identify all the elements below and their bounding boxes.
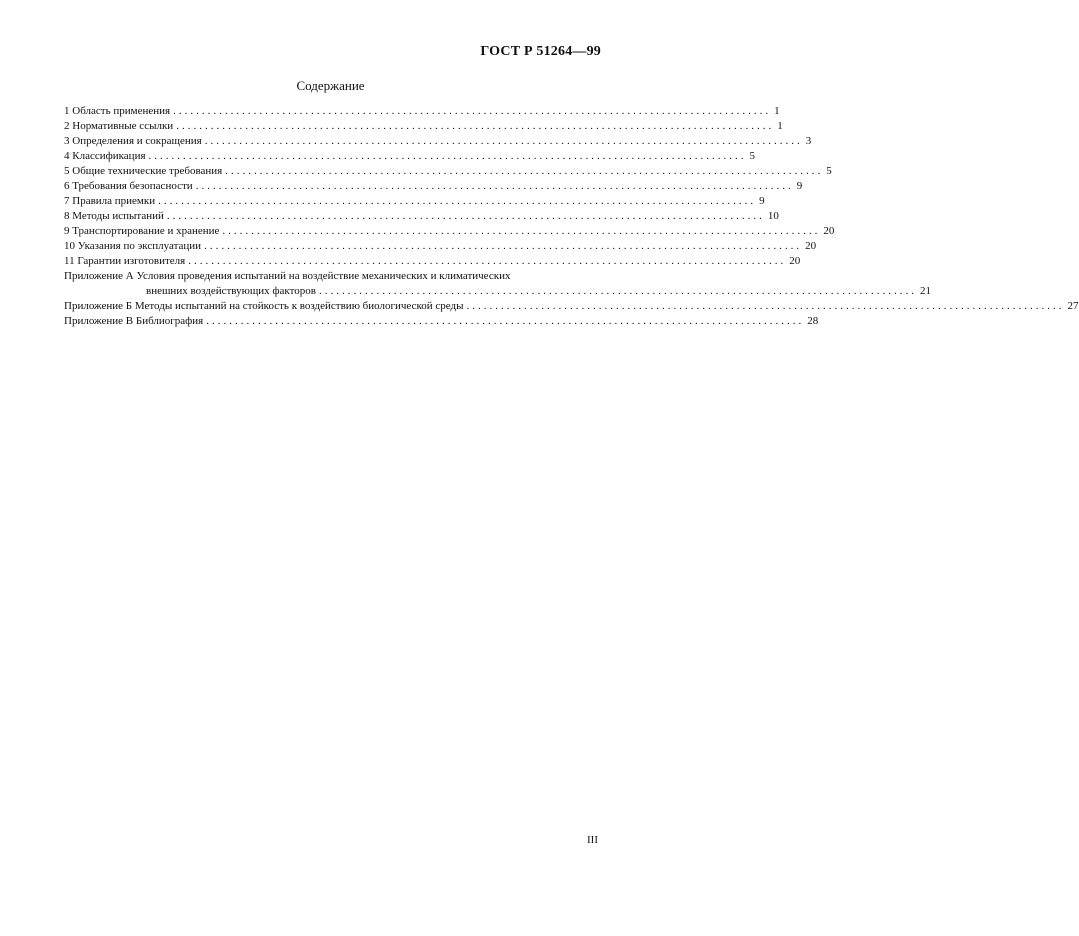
toc-entry-10[interactable] — [64, 239, 817, 254]
dot-leader: ........................................................................................................ — [195, 180, 794, 192]
dot-leader: ........................................................................................................ — [204, 135, 803, 147]
toc-appendix-label-continued: внешних воздействующих факторов — [146, 285, 316, 297]
toc-entry-page: 27 — [1067, 300, 1079, 312]
toc-entry-label: 11 Гарантии изготовителя — [64, 255, 186, 267]
dot-leader: ........................................................................................................ — [158, 195, 757, 207]
toc-appendix-a[interactable] — [64, 269, 931, 299]
toc-entry-label: 5 Общие технические требования — [64, 165, 223, 177]
toc-entry-page: 20 — [789, 255, 801, 267]
toc-title: Содержание — [296, 78, 365, 93]
toc-entry-3[interactable] — [64, 134, 812, 149]
toc-appendix-label: Приложение А Условия проведения испытаний на воздействие механических и климатических — [64, 270, 511, 282]
dot-leader: ........................................................................................................ — [176, 120, 775, 132]
toc-entry-label: 7 Правила приемки — [64, 195, 156, 207]
toc-appendix-label: Приложение Б Методы испытаний на стойкость к воздействию биологической среды — [64, 300, 464, 312]
toc-entry-page: 1 — [774, 105, 780, 117]
toc-entry-page: 5 — [749, 150, 756, 162]
toc-entry-label: 1 Область применения — [64, 105, 171, 117]
toc-entry-2[interactable] — [64, 119, 783, 134]
toc-entry-page: 5 — [826, 165, 832, 177]
toc-entry-9[interactable] — [64, 224, 835, 239]
toc-appendix-b[interactable] — [64, 299, 1079, 314]
toc-entry-8[interactable] — [64, 209, 779, 224]
dot-leader: ........................................................................................................ — [188, 255, 787, 267]
toc-entry-page: 3 — [805, 135, 812, 147]
toc-entry-11[interactable] — [64, 254, 801, 269]
toc-entry-page: 9 — [759, 195, 765, 207]
document-id: ГОСТ Р 51264—99 — [480, 44, 601, 59]
toc-entry-5[interactable] — [64, 164, 832, 179]
toc-entry-7[interactable] — [64, 194, 765, 209]
dot-leader: ........................................................................................................ — [318, 285, 917, 297]
toc-entry-6[interactable] — [64, 179, 803, 194]
toc-entry-label: 2 Нормативные ссылки — [64, 120, 174, 132]
toc-entry-page: 21 — [919, 285, 931, 297]
dot-leader: ........................................................................................................ — [225, 165, 824, 177]
page-number: III — [587, 834, 598, 846]
dot-leader: ........................................................................................................ — [466, 300, 1065, 312]
toc-entry-label: 6 Требования безопасности — [64, 180, 193, 192]
dot-leader: ........................................................................................................ — [206, 315, 805, 327]
toc-entry-page: 28 — [807, 315, 819, 327]
toc-entry-page: 1 — [777, 120, 783, 132]
toc-entry-page: 9 — [796, 180, 803, 192]
table-of-contents — [64, 104, 1079, 329]
toc-appendix-label: Приложение В Библиография — [64, 315, 204, 327]
toc-entry-label: 8 Методы испытаний — [64, 210, 164, 222]
dot-leader: ........................................................................................................ — [204, 240, 803, 252]
toc-entry-4[interactable] — [64, 149, 756, 164]
dot-leader: ........................................................................................................ — [166, 210, 765, 222]
toc-entry-label: 9 Транспортирование и хранение — [64, 225, 220, 237]
toc-entry-label: 4 Классификация — [64, 150, 146, 162]
toc-entry-page: 20 — [823, 225, 835, 237]
toc-entry-1[interactable] — [64, 104, 780, 119]
dot-leader: ........................................................................................................ — [173, 105, 772, 117]
dot-leader: ........................................................................................................ — [148, 150, 747, 162]
toc-entry-label: 3 Определения и сокращения — [64, 135, 202, 147]
toc-entry-page: 10 — [767, 210, 779, 222]
dot-leader: ........................................................................................................ — [222, 225, 821, 237]
toc-entry-label: 10 Указания по эксплуатации — [64, 240, 202, 252]
toc-entry-page: 20 — [805, 240, 817, 252]
toc-appendix-v[interactable] — [64, 314, 819, 329]
